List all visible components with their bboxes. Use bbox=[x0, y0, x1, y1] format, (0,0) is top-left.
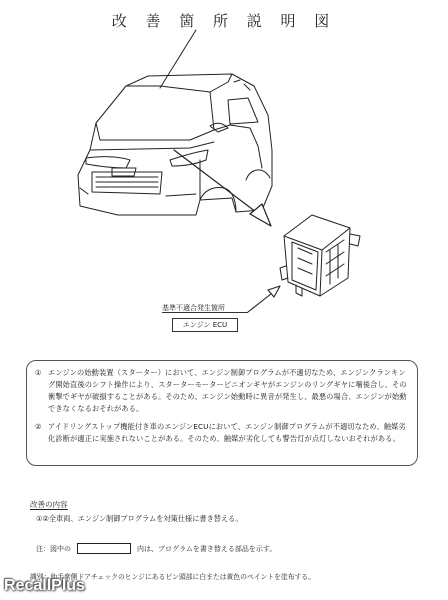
item-text: エンジンの始動装置（スターター）において、エンジン制御プログラムが不適切なため、エンジンクランキング開始直後のシフト操作により、スターターモーターピニオンギヤがエンジンのリングギヤに噛後合し、その衝撃でギヤが破損することがある。そのため、エンジン始動時に異音が発生し、最悪の場合、エンジンが始動できなくなるおそれがある。 bbox=[48, 368, 407, 413]
item-number: ② bbox=[35, 422, 42, 431]
defect-item bbox=[35, 421, 409, 445]
note-prefix: 注：図中の bbox=[36, 544, 71, 553]
identification-note: 識別：助手席側ドアチェックのヒンジにあるピン頭部に白または黄色のペイントを塗布する。 bbox=[30, 573, 315, 581]
page-title: 改 善 箇 所 説 明 図 bbox=[111, 12, 337, 30]
part-location-label: 基準不適合発生箇所 bbox=[162, 304, 225, 312]
item-text: アイドリングストップ機能付き車のエンジンECUにおいて、エンジン制御プログラムが不適切なため、触媒劣化診断が適正に実施されないことがある。そのため、触媒が劣化しても警告灯が点灯しないおそれがある。 bbox=[48, 422, 406, 443]
watermark-logo: RecallPlus bbox=[4, 577, 85, 594]
leader-line bbox=[160, 30, 196, 88]
legend-box bbox=[77, 543, 131, 554]
note-suffix: 内は、プログラムを書き替える部品を示す。 bbox=[137, 544, 277, 553]
ecu-part-drawing bbox=[280, 215, 360, 296]
fix-heading: 改善の内容 bbox=[30, 500, 68, 509]
part-name-box: エンジン ECU bbox=[172, 318, 238, 332]
defect-description-box bbox=[26, 360, 418, 466]
item-number: ① bbox=[35, 368, 42, 377]
defect-item bbox=[35, 367, 409, 415]
fix-body: ①②全車両、エンジン制御プログラムを対策仕様に書き替える。 bbox=[36, 514, 243, 523]
note bbox=[36, 543, 276, 554]
part-label-underline bbox=[162, 312, 248, 313]
car-illustration bbox=[78, 74, 272, 215]
